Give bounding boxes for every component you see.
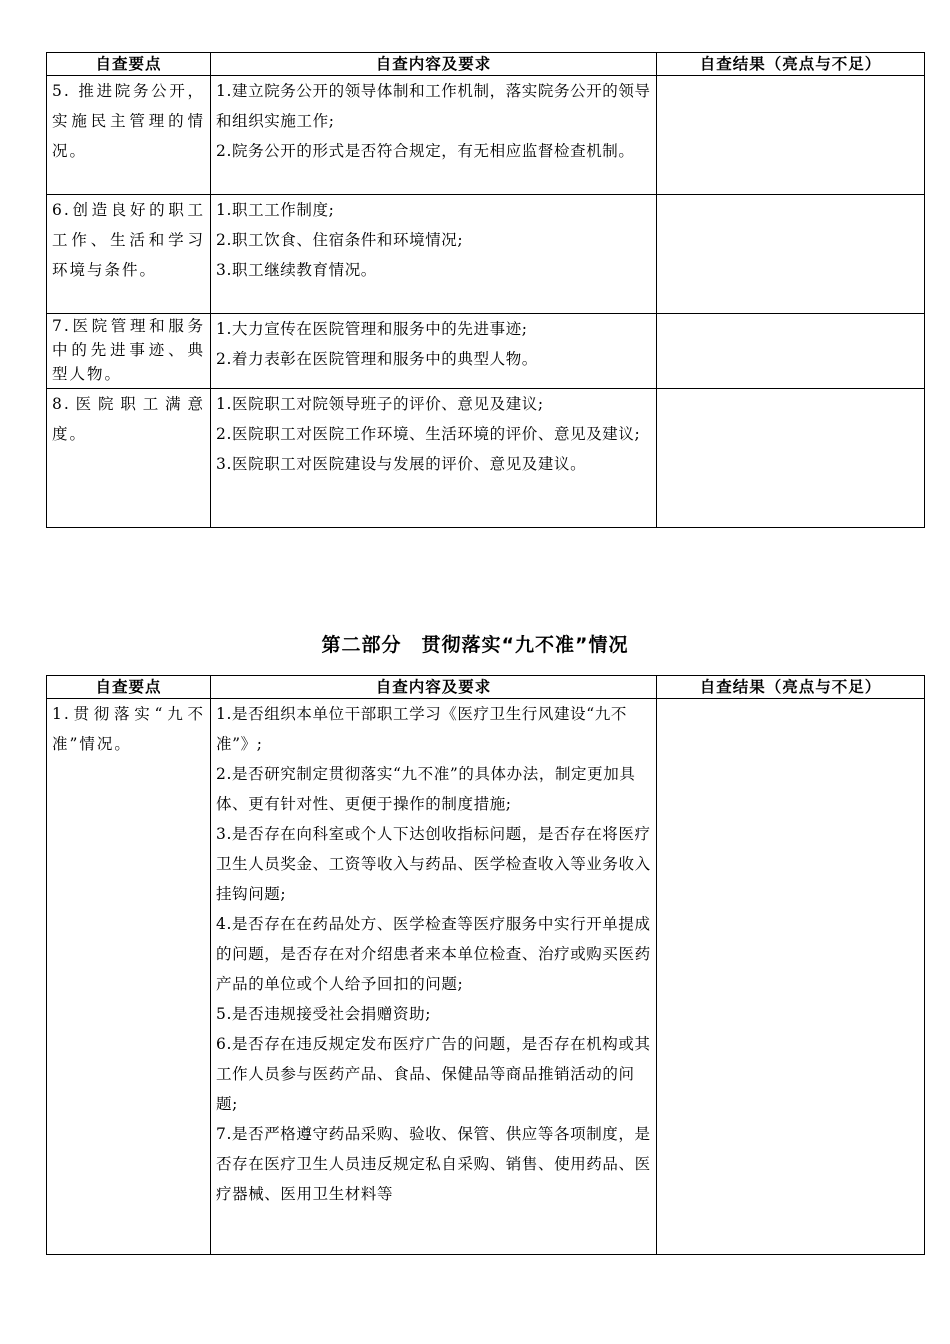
content-item: 1.建立院务公开的领导体制和工作机制，落实院务公开的领导和组织实施工作; — [216, 82, 651, 130]
section-title: 第二部分 贯彻落实“九不准”情况 — [321, 634, 629, 656]
content-item: 2.医院职工对医院工作环境、生活环境的评价、意见及建议; — [216, 425, 641, 443]
header-content: 自查内容及要求 — [211, 53, 657, 76]
content-item: 3.是否存在向科室或个人下达创收指标问题，是否存在将医疗卫生人员奖金、工资等收入与药品、医学检查收入等业务收入挂钩问题; — [216, 825, 651, 903]
row-content — [211, 389, 657, 528]
row-point: 7.医院管理和服务中的先进事迹、典型人物。 — [47, 314, 211, 389]
content-item: 1.是否组织本单位干部职工学习《医疗卫生行风建设“九不准”》; — [216, 705, 627, 753]
row-content — [211, 699, 657, 1255]
content-item: 6.是否存在违反规定发布医疗广告的问题，是否存在机构或其工作人员参与医药产品、食品、保健品等商品推销活动的问题; — [216, 1035, 651, 1113]
row-content — [211, 76, 657, 195]
row-point: 6.创造良好的职工工作、生活和学习环境与条件。 — [47, 195, 211, 314]
header-result: 自查结果（亮点与不足） — [657, 53, 925, 76]
content-item: 2.着力表彰在医院管理和服务中的典型人物。 — [216, 350, 538, 368]
content-item: 1.大力宣传在医院管理和服务中的先进事迹; — [216, 320, 528, 338]
row-content — [211, 195, 657, 314]
row-result-cell[interactable] — [657, 195, 925, 314]
row-point: 5. 推进院务公开，实施民主管理的情况。 — [47, 76, 211, 195]
header-result: 自查结果（亮点与不足） — [657, 676, 925, 699]
header-point: 自查要点 — [47, 676, 211, 699]
table-row — [47, 314, 925, 389]
table-row — [47, 389, 925, 528]
content-item: 2.是否研究制定贯彻落实“九不准”的具体办法，制定更加具体、更有针对性、更便于操作的制度措施; — [216, 765, 636, 813]
content-item: 7.是否严格遵守药品采购、验收、保管、供应等各项制度，是否存在医疗卫生人员违反规定私自采购、销售、使用药品、医疗器械、医用卫生材料等 — [216, 1125, 651, 1203]
table-row — [47, 195, 925, 314]
table-row — [47, 699, 925, 1255]
row-result-cell[interactable] — [657, 389, 925, 528]
content-item: 1.职工工作制度; — [216, 201, 335, 219]
header-content: 自查内容及要求 — [211, 676, 657, 699]
content-item: 3.医院职工对医院建设与发展的评价、意见及建议。 — [216, 455, 587, 473]
row-point: 1.贯彻落实“九不准”情况。 — [47, 699, 211, 1255]
content-item: 1.医院职工对院领导班子的评价、意见及建议; — [216, 395, 544, 413]
content-item: 2.职工饮食、住宿条件和环境情况; — [216, 231, 464, 249]
row-content — [211, 314, 657, 389]
content-item: 2.院务公开的形式是否符合规定，有无相应监督检查机制。 — [216, 142, 635, 160]
table-header-row — [47, 53, 925, 76]
self-check-table-part1 — [46, 52, 925, 528]
row-result-cell[interactable] — [657, 699, 925, 1255]
content-item: 5.是否违规接受社会捐赠资助; — [216, 1005, 432, 1023]
table-header-row — [47, 676, 925, 699]
content-item: 4.是否存在在药品处方、医学检查等医疗服务中实行开单提成的问题，是否存在对介绍患者来本单位检查、治疗或购买医药产品的单位或个人给予回扣的问题; — [216, 915, 651, 993]
row-result-cell[interactable] — [657, 314, 925, 389]
content-item: 3.职工继续教育情况。 — [216, 261, 377, 279]
row-result-cell[interactable] — [657, 76, 925, 195]
row-point: 8.医院职工满意度。 — [47, 389, 211, 528]
self-check-table-part2 — [46, 675, 925, 1255]
table-row — [47, 76, 925, 195]
header-point: 自查要点 — [47, 53, 211, 76]
